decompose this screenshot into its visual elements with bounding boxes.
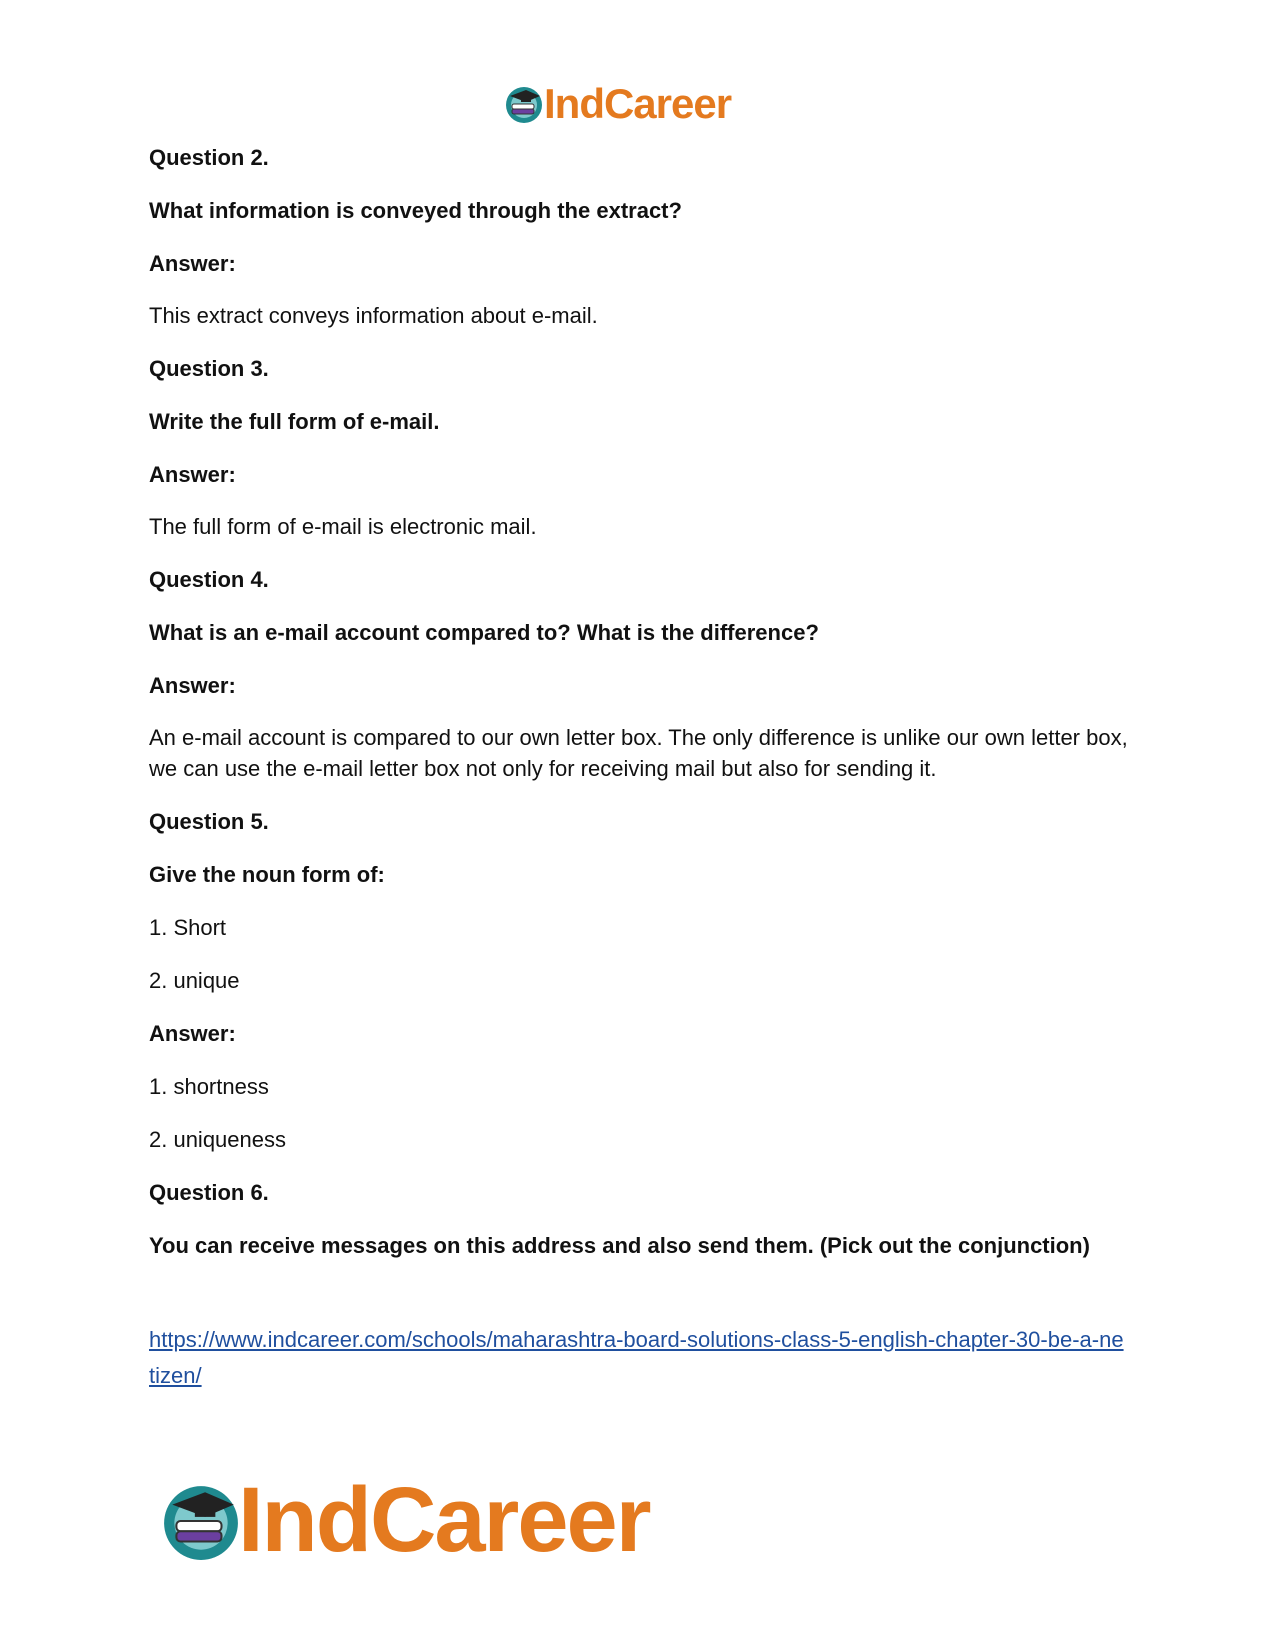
answer-text: This extract conveys information about e-mail. — [149, 303, 598, 328]
question-heading: Question 6. — [149, 1180, 269, 1205]
question-text: Write the full form of e-mail. — [149, 409, 440, 434]
question-text: Give the noun form of: — [149, 862, 385, 887]
list-item: 1. shortness — [149, 1074, 269, 1099]
graduation-book-icon — [504, 84, 544, 124]
graduation-book-icon — [160, 1480, 242, 1562]
list-item: 2. unique — [149, 968, 240, 993]
question-heading: Question 2. — [149, 145, 269, 170]
logo-wordmark: IndCareer — [238, 1469, 650, 1571]
source-url-link[interactable]: https://www.indcareer.com/schools/maharashtra-board-solutions-class-5-english-chapter-30-be-a-netizen/ — [149, 1327, 1124, 1388]
list-item: 2. uniqueness — [149, 1127, 286, 1152]
answer-label: Answer: — [149, 462, 236, 487]
question-text: What information is conveyed through the extract? — [149, 198, 682, 223]
indcareer-footer-logo — [160, 1468, 650, 1573]
question-heading: Question 5. — [149, 809, 269, 834]
list-item: 1. Short — [149, 915, 227, 940]
question-heading: Question 4. — [149, 567, 269, 592]
question-text: What is an e-mail account compared to? What is the difference? — [149, 620, 819, 645]
indcareer-header-logo — [504, 80, 731, 128]
logo-wordmark: IndCareer — [544, 80, 732, 127]
question-heading: Question 3. — [149, 356, 269, 381]
answer-label: Answer: — [149, 251, 236, 276]
answer-label: Answer: — [149, 1021, 236, 1046]
answer-text: The full form of e-mail is electronic mail. — [149, 514, 537, 539]
answer-label: Answer: — [149, 673, 236, 698]
answer-text: An e-mail account is compared to our own letter box. The only difference is unlike our own letter box, we can use the e-mail letter box not only for receiving mail but also for sending it. — [149, 725, 1128, 781]
question-text: You can receive messages on this address and also send them. (Pick out the conjunction) — [149, 1233, 1090, 1258]
